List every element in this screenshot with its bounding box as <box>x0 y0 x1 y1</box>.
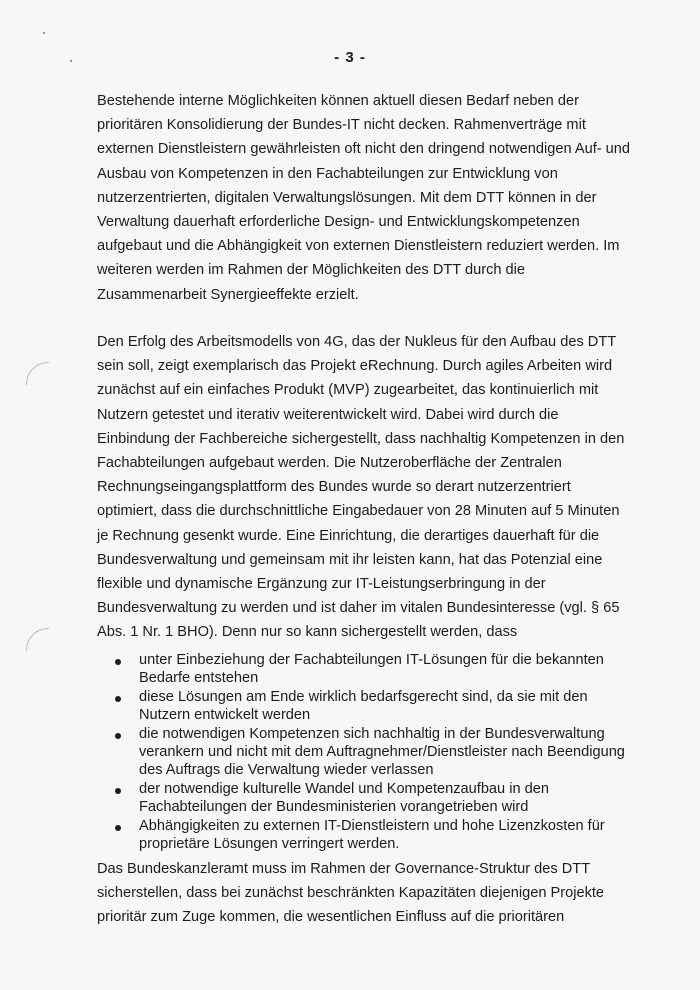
bullet-item <box>97 818 657 853</box>
bullet-list <box>97 652 657 856</box>
text-line: externen Dienstleistern gewährleisten oft nicht den dringend notwendigen Auf- und <box>97 141 631 158</box>
text-line: des Auftrags die Verwaltung wieder verlassen <box>139 761 434 778</box>
text-line: zunächst auf ein einfaches Produkt (MVP) zugearbeitet, das kontinuierlich mit <box>97 382 599 399</box>
text-line: aufgebaut und die Abhängigkeit von externen Dienstleistern reduziert werden. Im <box>97 238 620 255</box>
text-line: Zusammenarbeit Synergieeffekte erzielt. <box>97 286 359 303</box>
text-line: sein soll, zeigt exemplarisch das Projekt eRechnung. Durch agiles Arbeiten wird <box>97 358 613 375</box>
text-line: Ausbau von Kompetenzen in den Fachabteilungen zur Entwicklung von <box>97 165 558 182</box>
scan-speck <box>70 60 72 62</box>
paragraph-2 <box>97 330 642 645</box>
text-line: Bundesverwaltung und gemeinsam mit ihr leisten kann, hat das Potenzial eine <box>97 551 603 568</box>
text-line: Nutzern getestet und iterativ weiterentwickelt wird. Dabei wird durch die <box>97 406 559 423</box>
text-line: Den Erfolg des Arbeitsmodells von 4G, das der Nukleus für den Aufbau des DTT <box>97 334 617 350</box>
paragraph-1 <box>97 89 642 307</box>
text-line: Bedarfe entstehen <box>139 669 259 686</box>
bullet-icon <box>115 788 121 794</box>
page-number: - 3 - <box>334 49 366 66</box>
bullet-icon <box>115 696 121 702</box>
punch-hole-mark <box>26 628 49 651</box>
text-line: optimiert, dass die durchschnittliche Eingabedauer von 28 Minuten auf 5 Minuten <box>97 503 620 520</box>
text-line: unter Einbeziehung der Fachabteilungen IT-Lösungen für die bekannten <box>139 652 604 668</box>
text-line: weiteren werden im Rahmen der Möglichkeiten des DTT durch die <box>97 262 526 279</box>
text-line: Das Bundeskanzleramt muss im Rahmen der Governance-Struktur des DTT <box>97 861 591 877</box>
bullet-item <box>97 652 657 687</box>
text-line: verankern und nicht mit dem Auftragnehmer/Dienstleister nach Beendigung <box>139 743 625 760</box>
scan-speck <box>43 32 45 34</box>
text-line: proprietäre Lösungen verringert werden. <box>139 835 400 852</box>
bullet-item <box>97 781 657 816</box>
text-line: die notwendigen Kompetenzen sich nachhaltig in der Bundesverwaltung <box>139 726 605 743</box>
text-line: Verwaltung dauerhaft erforderliche Design- und Entwicklungskompetenzen <box>97 214 580 231</box>
punch-hole-mark <box>26 362 49 385</box>
text-line: Rechnungseingangsplattform des Bundes wurde so derart nutzerzentriert <box>97 479 571 496</box>
bullet-icon <box>115 659 121 665</box>
text-line: Fachabteilungen aufgebaut werden. Die Nutzeroberfläche der Zentralen <box>97 455 562 472</box>
bullet-item <box>97 689 657 724</box>
text-line: sicherstellen, dass bei zunächst beschränkten Kapazitäten diejenigen Projekte <box>97 885 605 902</box>
text-line: je Rechnung gesenkt wurde. Eine Einrichtung, die derartiges dauerhaft für die <box>97 527 600 544</box>
text-line: nutzerzentrierten, digitalen Verwaltungslösungen. Mit dem DTT können in der <box>97 189 597 206</box>
text-line: Nutzern entwickelt werden <box>139 706 311 723</box>
bullet-icon <box>115 733 121 739</box>
bullet-icon <box>115 825 121 831</box>
text-line: Abhängigkeiten zu externen IT-Dienstleistern und hohe Lizenzkosten für <box>139 818 605 835</box>
bullet-item <box>97 726 657 779</box>
paragraph-3 <box>97 857 642 930</box>
text-line: der notwendige kulturelle Wandel und Kompetenzaufbau in den <box>139 781 549 798</box>
text-line: Abs. 1 Nr. 1 BHO). Denn nur so kann sichergestellt werden, dass <box>97 624 518 641</box>
text-line: Bundesverwaltung zu werden und ist daher im vitalen Bundesinteresse (vgl. § 65 <box>97 600 620 617</box>
text-line: prioritär zum Zuge kommen, die wesentlichen Einfluss auf die prioritären <box>97 909 565 926</box>
text-line: flexible und dynamische Ergänzung zur IT-Leistungserbringung in der <box>97 576 546 593</box>
text-line: Einbindung der Fachbereiche sichergestellt, dass nachhaltig Kompetenzen in den <box>97 430 625 447</box>
text-line: prioritären Konsolidierung der Bundes-IT nicht decken. Rahmenverträge mit <box>97 117 586 134</box>
text-line: Fachabteilungen der Bundesministerien vorangetrieben wird <box>139 798 529 815</box>
text-line: Bestehende interne Möglichkeiten können aktuell diesen Bedarf neben der <box>97 93 579 109</box>
text-line: diese Lösungen am Ende wirklich bedarfsgerecht sind, da sie mit den <box>139 689 588 706</box>
